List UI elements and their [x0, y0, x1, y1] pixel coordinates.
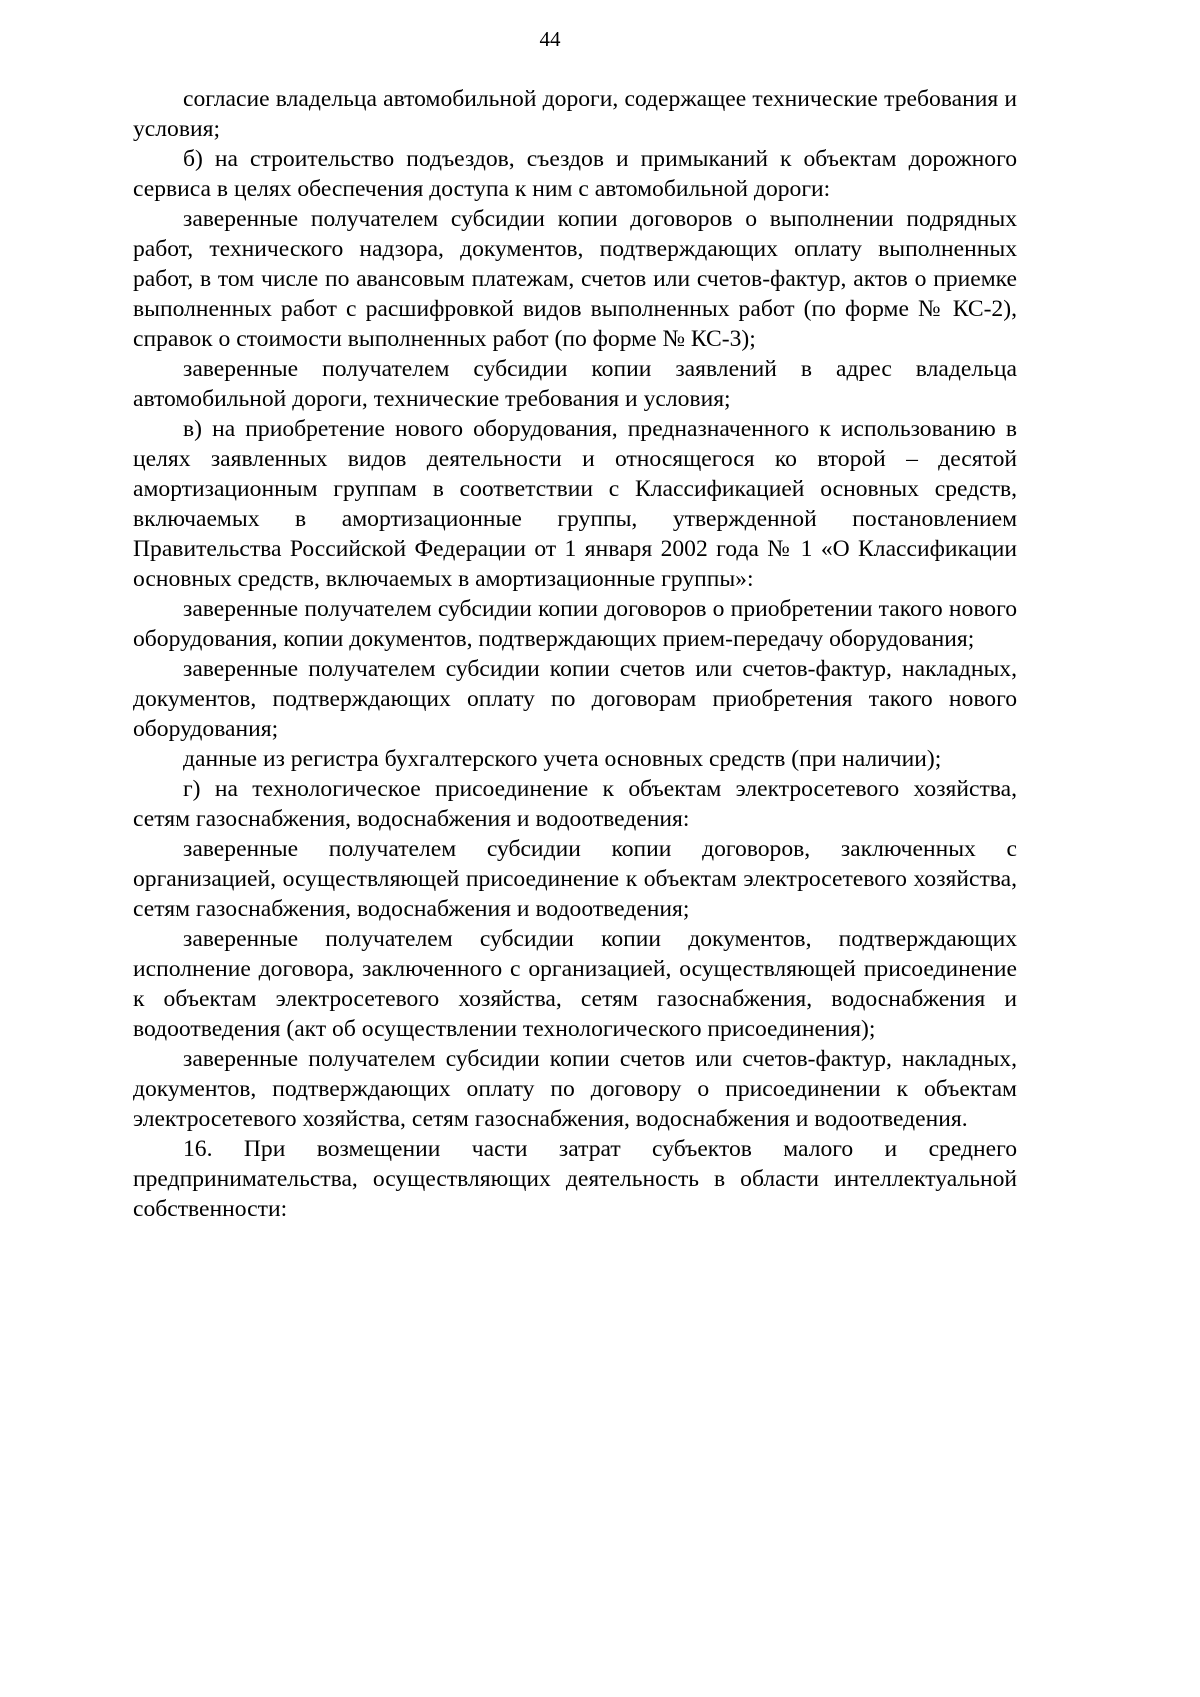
paragraph-connection-contracts: заверенные получателем субсидии копии договоров, заключенных с организацией, осуществляющей присоединение к объектам электросетевого хозяйства, сетям газоснабжения, водоснабжения и водоотведения; — [133, 836, 1017, 922]
paragraph-accounting-register: данные из регистра бухгалтерского учета основных средств (при наличии); — [183, 746, 942, 772]
paragraph-connection-invoices: заверенные получателем субсидии копии счетов или счетов-фактур, накладных, документов, подтверждающих оплату по договору о присоединении к объектам электросетевого хозяйства, сетям газоснабжения, водоснабжения и водоотведения. — [133, 1046, 1017, 1132]
page-number: 44 — [539, 27, 561, 51]
paragraph-connection-execution: заверенные получателем субсидии копии документов, подтверждающих исполнение договора, заключенного с организацией, осуществляющей присоединение к объектам электросетевого хозяйства, сетям газоснабжения, водоснабжения и водоотведения (акт об осуществлении технологического присоединения); — [133, 926, 1017, 1042]
paragraph-item-g-connection: г) на технологическое присоединение к объектам электросетевого хозяйства, сетям газоснабжения, водоснабжения и водоотведения: — [133, 776, 1017, 832]
paragraph-consent-road-owner: согласие владельца автомобильной дороги, содержащее технические требования и условия; — [133, 86, 1017, 142]
paragraph-equipment-invoices: заверенные получателем субсидии копии счетов или счетов-фактур, накладных, документов, подтверждающих оплату по договорам приобретения такого нового оборудования; — [133, 656, 1017, 742]
paragraph-item-b-road-access: б) на строительство подъездов, съездов и примыканий к объектам дорожного сервиса в целях обеспечения доступа к ним с автомобильной дороги: — [133, 146, 1017, 202]
paragraph-contract-copies-works: заверенные получателем субсидии копии договоров о выполнении подрядных работ, технического надзора, документов, подтверждающих оплату выполненных работ, в том числе по авансовым платежам, счетов или счетов-фактур, актов о приемке выполненных работ с расшифровкой видов выполненных работ (по форме № КС-2), справок о стоимости выполненных работ (по форме № КС-3); — [133, 206, 1017, 352]
paragraph-application-copies: заверенные получателем субсидии копии заявлений в адрес владельца автомобильной дороги, технические требования и условия; — [133, 356, 1017, 412]
document-body — [133, 84, 1017, 1224]
paragraph-item-16-ip: 16. При возмещении части затрат субъектов малого и среднего предпринимательства, осуществляющих деятельность в области интеллектуальной собственности: — [133, 1136, 1017, 1222]
paragraph-equipment-contracts: заверенные получателем субсидии копии договоров о приобретении такого нового оборудования, копии документов, подтверждающих прием-передачу оборудования; — [133, 596, 1017, 652]
paragraph-item-v-equipment: в) на приобретение нового оборудования, предназначенного к использованию в целях заявленных видов деятельности и относящегося ко второй – десятой амортизационным группам в соответствии с Классификацией основных средств, включаемых в амортизационные группы, утвержденной постановлением Правительства Российской Федерации от 1 января 2002 года № 1 «О Классификации основных средств, включаемых в амортизационные группы»: — [133, 416, 1017, 592]
